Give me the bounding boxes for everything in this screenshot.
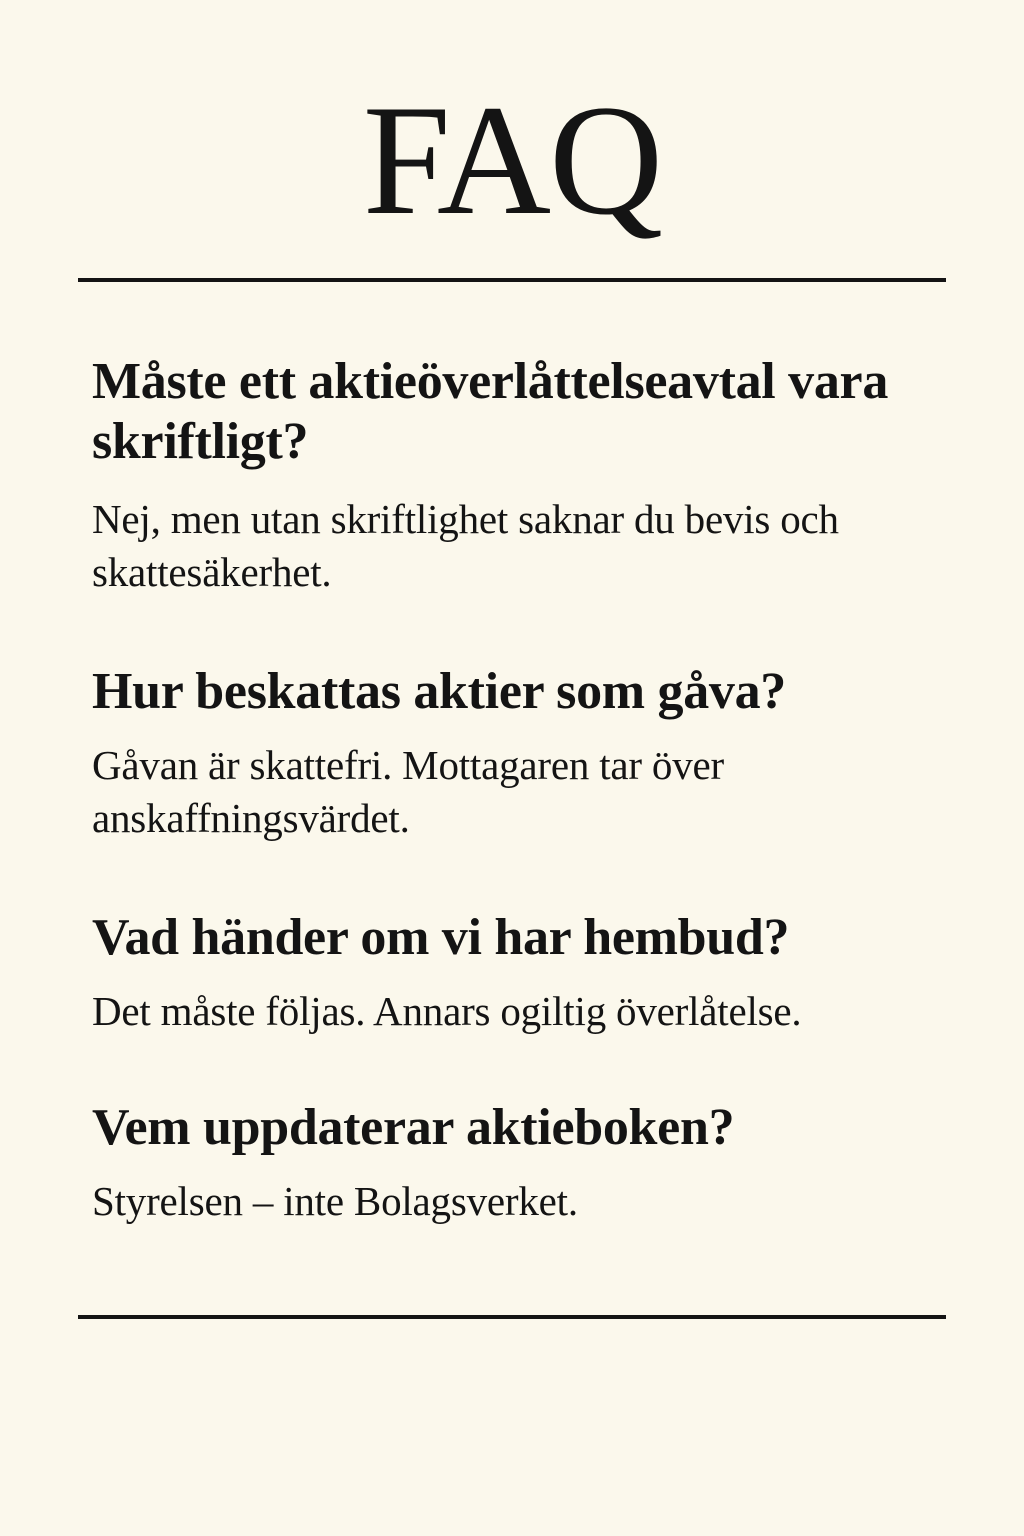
faq-answer: Nej, men utan skriftlighet saknar du bevis och skattesäkerhet.	[92, 496, 839, 595]
faq-question: Vem uppdaterar aktieboken?	[92, 1099, 735, 1156]
bottom-divider	[78, 1315, 946, 1319]
faq-answer: Gåvan är skattefri. Mottagaren tar över anskaffningsvärdet.	[92, 742, 724, 841]
faq-answer: Det måste följas. Annars ogiltig överlåtelse.	[92, 988, 802, 1034]
top-divider	[78, 278, 946, 282]
faq-answer: Styrelsen – inte Bolagsverket.	[92, 1178, 578, 1224]
faq-item	[92, 1098, 952, 1228]
faq-question: Vad händer om vi har hembud?	[92, 909, 790, 966]
faq-question: Hur beskattas aktier som gåva?	[92, 663, 786, 720]
faq-item	[92, 908, 952, 1038]
faq-item	[92, 352, 952, 599]
page-title: FAQ	[362, 73, 662, 248]
faq-question: Måste ett aktieöverlåttelseavtal vara skriftligt?	[92, 353, 889, 470]
faq-item	[92, 662, 952, 845]
